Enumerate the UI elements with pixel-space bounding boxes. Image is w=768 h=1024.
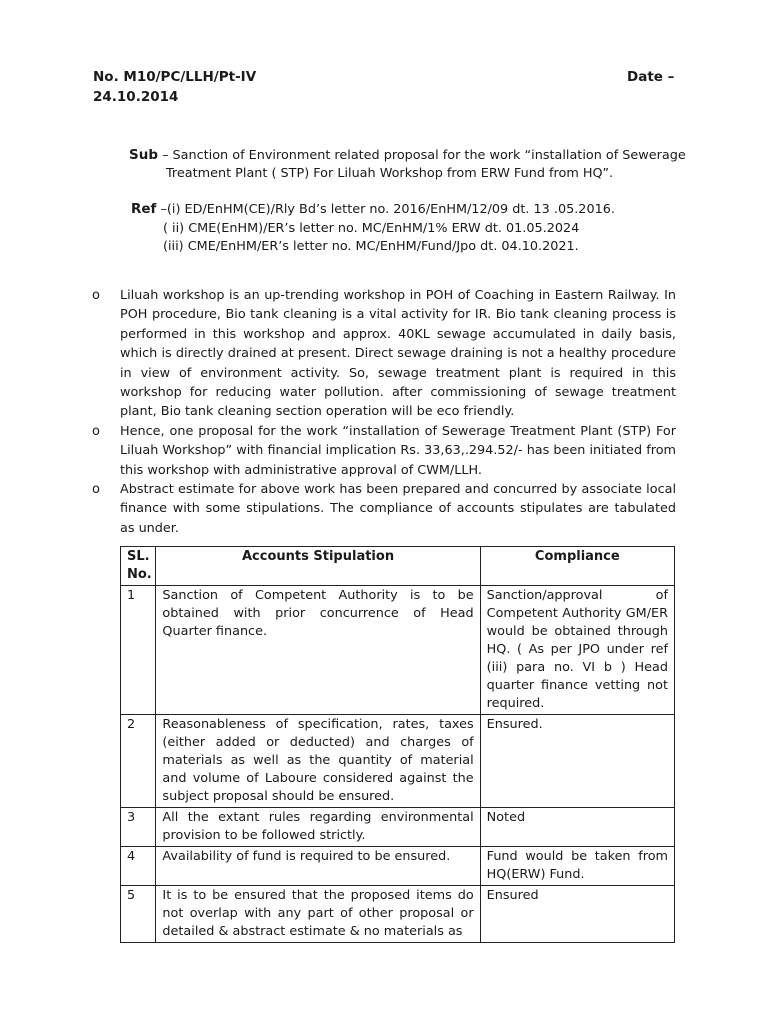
table-row bbox=[121, 847, 675, 886]
paragraph-text: Liluah workshop is an up-trending workshop in POH of Coaching in Eastern Railway. In POH procedure, Bio tank cleaning is a vital activity for IR. Bio tank cleaning process is performed in this workshop and approx. 40KL sewage accumulated in daily basis, which is directly drained at present. Direct sewage draining is not a healthy procedure in view of environment activity. So, sewage treatment plant is required in this workshop for reducing water pollution. after commissioning of sewage treatment plant, Bio tank cleaning section operation will be eco friendly. bbox=[120, 288, 676, 420]
cell-stipulation: Availability of fund is required to be ensured. bbox=[156, 847, 480, 886]
cell-stipulation: It is to be ensured that the proposed items do not overlap with any part of other proposal or detailed & abstract estimate & no materials as bbox=[156, 886, 480, 943]
subject-label: Sub bbox=[129, 147, 158, 163]
bullet-circle-icon: o bbox=[92, 423, 100, 439]
cell-stipulation: Sanction of Competent Authority is to be obtained with prior concurrence of Head Quarter finance. bbox=[156, 586, 480, 715]
paragraph-item bbox=[90, 286, 680, 422]
letter-date: 24.10.2014 bbox=[93, 89, 179, 105]
table-row bbox=[121, 715, 675, 808]
subject-line-1: – Sanction of Environment related proposal for the work “installation of Sewerage bbox=[162, 148, 686, 163]
cell-compliance: Ensured. bbox=[480, 715, 674, 808]
bullet-circle-icon: o bbox=[92, 482, 100, 498]
letter-reference-number: No. M10/PC/LLH/Pt-IV bbox=[93, 69, 257, 85]
subject-line-2: Treatment Plant ( STP) For Liluah Workshop from ERW Fund from HQ”. bbox=[166, 166, 614, 181]
cell-sl: 4 bbox=[121, 847, 156, 886]
cell-compliance: Ensured bbox=[480, 886, 674, 943]
reference-item: ( ii) CME(EnHM)/ER’s letter no. MC/EnHM/1% ERW dt. 01.05.2024 bbox=[163, 220, 580, 236]
reference-item: (iii) CME/EnHM/ER’s letter no. MC/EnHM/Fund/Jpo dt. 04.10.2021. bbox=[163, 239, 579, 254]
cell-sl: 2 bbox=[121, 715, 156, 808]
cell-compliance: Sanction/approval of Competent Authority GM/ER would be obtained through HQ. ( As per JPO under ref (iii) para no. VI b ) Head quarter finance vetting not required. bbox=[480, 586, 674, 715]
column-header-stipulation: Accounts Stipulation bbox=[156, 547, 480, 586]
paragraph-item bbox=[90, 480, 680, 538]
column-header-compliance: Compliance bbox=[480, 547, 674, 586]
cell-stipulation: All the extant rules regarding environmental provision to be followed strictly. bbox=[156, 808, 480, 847]
cell-stipulation: Reasonableness of specification, rates, taxes (either added or deducted) and charges of materials as well as the quantity of material and volume of Laboure considered against the subject proposal should be ensured. bbox=[156, 715, 480, 808]
paragraph-list bbox=[90, 286, 680, 538]
cell-compliance: Fund would be taken from HQ(ERW) Fund. bbox=[480, 847, 674, 886]
paragraph-item bbox=[90, 422, 680, 480]
cell-sl: 3 bbox=[121, 808, 156, 847]
table-header-row bbox=[121, 547, 675, 586]
cell-sl: 1 bbox=[121, 586, 156, 715]
table-row bbox=[121, 886, 675, 943]
cell-sl: 5 bbox=[121, 886, 156, 943]
subject-block bbox=[129, 146, 689, 183]
date-label: Date – bbox=[627, 69, 675, 85]
bullet-circle-icon: o bbox=[92, 288, 100, 303]
reference-item: –(i) ED/EnHM(CE)/Rly Bd’s letter no. 2016/EnHM/12/09 dt. 13 .05.2016. bbox=[160, 202, 615, 217]
stipulation-table bbox=[120, 546, 675, 943]
paragraph-text: Hence, one proposal for the work “installation of Sewerage Treatment Plant (STP) For Liluah Workshop” with financial implication Rs. 33,63,.294.52/- has been initiated from this workshop with administrative approval of CWM/LLH. bbox=[120, 423, 676, 478]
cell-compliance: Noted bbox=[480, 808, 674, 847]
reference-label: Ref bbox=[131, 201, 157, 217]
table-row bbox=[121, 808, 675, 847]
paragraph-text: Abstract estimate for above work has been prepared and concurred by associate local finance with some stipulations. The compliance of accounts stipulates are tabulated as under. bbox=[120, 482, 676, 536]
letter-header bbox=[93, 69, 673, 87]
table-row bbox=[121, 586, 675, 715]
column-header-sl: SL. No. bbox=[121, 547, 156, 586]
references-block bbox=[131, 200, 691, 257]
